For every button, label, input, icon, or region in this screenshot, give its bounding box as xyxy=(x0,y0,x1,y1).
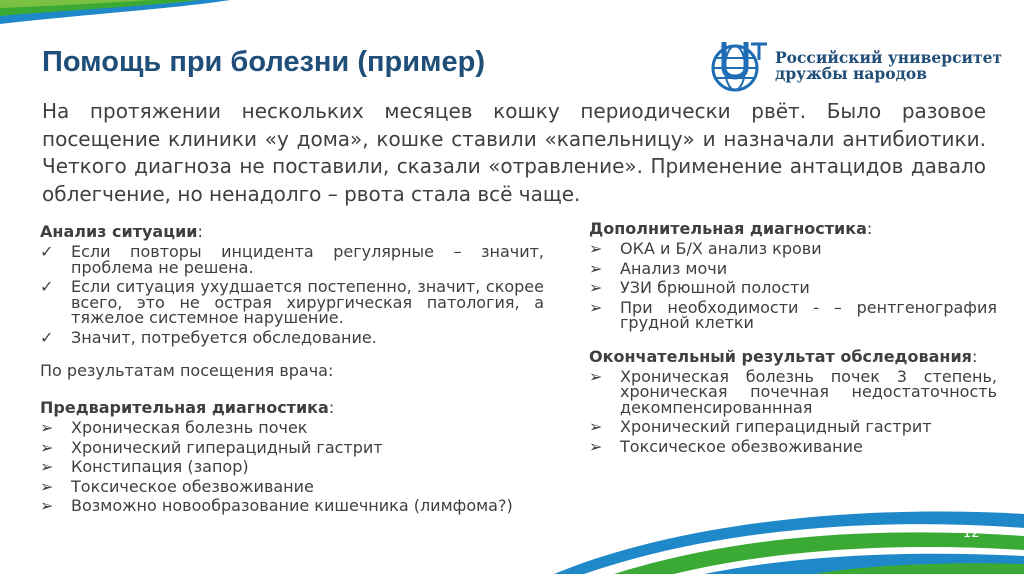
right-column xyxy=(589,219,997,458)
list-item: ➢ Хронический гиперацидный гастрит xyxy=(40,437,383,457)
additional-list xyxy=(589,241,997,331)
final-list xyxy=(589,366,997,456)
list-item: ➢ Анализ мочи xyxy=(589,258,728,278)
list-item: ✓ Значит, потребуется обследование. xyxy=(40,327,377,347)
arrowhead-bullet-icon: ➢ xyxy=(40,418,54,437)
checkmark-icon: ✓ xyxy=(40,327,54,347)
arrowhead-bullet-icon: ➢ xyxy=(40,476,54,496)
preliminary-list xyxy=(40,420,544,514)
arrowhead-bullet-icon: ➢ xyxy=(589,366,603,386)
arrowhead-bullet-icon: ➢ xyxy=(589,258,603,278)
analysis-heading: Анализ ситуации: xyxy=(40,222,203,241)
university-logo xyxy=(707,40,1002,92)
arrowhead-bullet-icon: ➢ xyxy=(589,278,603,297)
list-item: ➢ При необходимости - – рентгенография грудной клетки xyxy=(589,297,997,332)
arrowhead-bullet-icon: ➢ xyxy=(589,436,603,456)
page-number: 12 xyxy=(963,526,980,541)
arrowhead-bullet-icon: ➢ xyxy=(40,457,54,476)
additional-heading: Дополнительная диагностика: xyxy=(589,219,873,238)
list-item: ➢ Хроническая болезнь почек xyxy=(40,418,308,437)
arrowhead-bullet-icon: ➢ xyxy=(589,297,603,317)
list-item: ➢ УЗИ брюшной полости xyxy=(589,278,810,297)
arrowhead-bullet-icon: ➢ xyxy=(40,437,54,457)
list-item: ➢ Констипация (запор) xyxy=(40,457,249,476)
decorative-swoosh-bottom xyxy=(554,484,1024,574)
list-item: ➢ ОКА и Б/Х анализ крови xyxy=(589,239,822,258)
decorative-swoosh-top xyxy=(0,0,230,30)
logo-line-1: Российский университет xyxy=(775,48,1003,67)
list-item: ✓ Если ситуация ухудшается постепенно, значит, скорее всего, это не острая хирургическая патология, а тяжелое системное нарушение. xyxy=(40,277,544,327)
preliminary-heading: Предварительная диагностика: xyxy=(40,398,335,417)
left-column xyxy=(40,222,544,518)
list-item: ✓ Если повторы инцидента регулярные – значит, проблема не решена. xyxy=(40,242,544,277)
arrowhead-bullet-icon: ➢ xyxy=(589,417,603,436)
checkmark-icon: ✓ xyxy=(40,277,54,296)
list-item: ➢ Токсическое обезвоживание xyxy=(589,436,863,456)
list-item: ➢ Возможно новообразование кишечника (лимфома?) xyxy=(40,496,513,515)
list-item: ➢ Токсическое обезвоживание xyxy=(40,476,314,496)
logo-line-2: дружбы народов xyxy=(775,64,928,83)
visit-results-label: По результатам посещения врача: xyxy=(40,361,334,380)
page-title: Помощь при болезни (пример) xyxy=(42,46,485,78)
checkmark-icon: ✓ xyxy=(40,242,54,261)
list-item: ➢ Хронический гиперацидный гастрит xyxy=(589,417,932,436)
arrowhead-bullet-icon: ➢ xyxy=(589,239,603,258)
analysis-list xyxy=(40,244,544,345)
list-item: ➢ Хроническая болезнь почек 3 степень, хроническая почечная недостаточность декомпенсированнная xyxy=(589,366,997,417)
rudn-globe-icon xyxy=(707,40,769,92)
arrowhead-bullet-icon: ➢ xyxy=(40,496,54,515)
case-description: На протяжении нескольких месяцев кошку периодически рвёт. Было разовое посещение клиники «у дома», кошке ставили «капельницу» и назначали антибиотики. Четкого диагноза не поставили, сказали «отравление». Применение антацидов давало облегчение, но ненадолго – рвота стала всё чаще. xyxy=(42,99,986,206)
final-heading: Окончательный результат обследования: xyxy=(589,346,978,366)
